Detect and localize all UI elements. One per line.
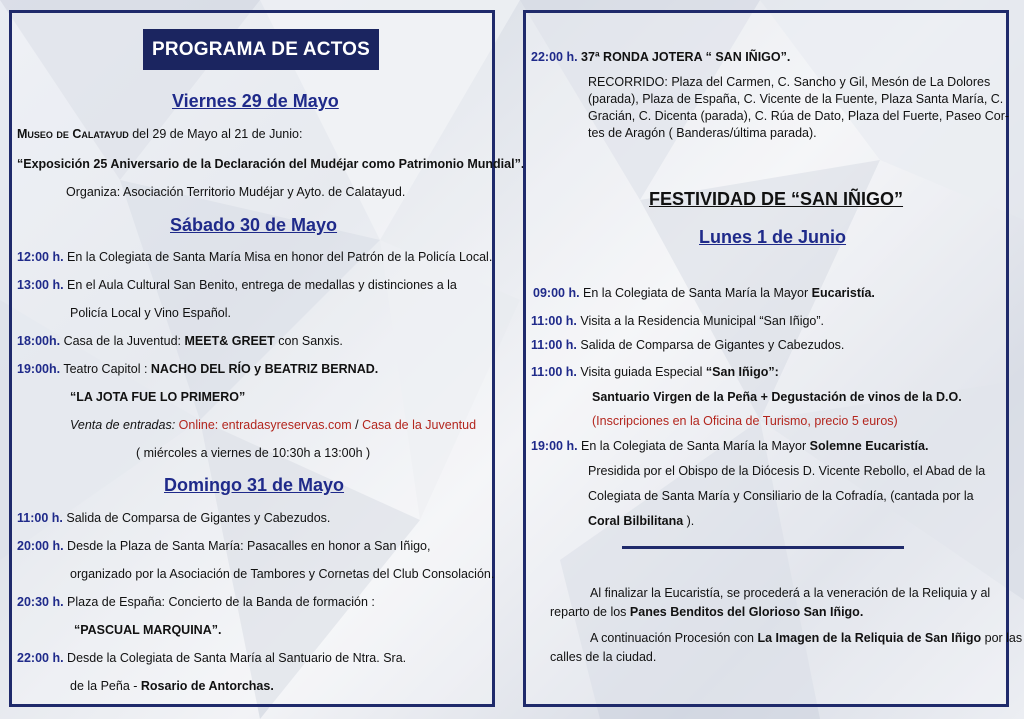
event-text: Visita guiada Especial [580, 365, 706, 379]
ticket-separator: / [351, 418, 363, 432]
event-text: En la Colegiata de Santa María la Mayor [581, 439, 810, 453]
event-row [17, 539, 430, 553]
event-text: Desde la Colegiata de Santa María al Santuario de Ntra. Sra. [67, 651, 407, 665]
ticket-online-link[interactable]: Online: entradasyreservas.com [178, 418, 352, 432]
event-row [531, 314, 824, 328]
event-time: 09:00 h. [533, 286, 580, 300]
exposicion-title: “Exposición 25 Aniversario de la Declaración del Mudéjar como Patrimonio Mundial”. [17, 157, 525, 171]
event-time: 13:00 h. [17, 278, 64, 292]
event-row [531, 50, 790, 64]
event-text: Salida de Comparsa de Gigantes y Cabezudos. [66, 511, 331, 525]
event-text-continued: organizado por la Asociación de Tambores y Cornetas del Club Consolación. [70, 567, 495, 581]
closing-line [550, 605, 863, 619]
santuario-text: Santuario Virgen de la Peña + Degustación de vinos de la D.O. [592, 390, 962, 404]
event-highlight: MEET& GREET [184, 334, 275, 348]
organiza-text: Organiza: Asociación Territorio Mudéjar y Ayto. de Calatayud. [66, 185, 406, 199]
day-heading-friday: Viernes 29 de Mayo [172, 91, 339, 111]
event-text: En la Colegiata de Santa María Misa en honor del Patrón de la Policía Local. [67, 250, 493, 264]
event-text: de la Peña - [70, 679, 141, 693]
event-text: ). [683, 514, 695, 528]
closing-text: reparto de los [550, 605, 630, 619]
event-row [17, 651, 406, 665]
closing-line [590, 631, 1022, 645]
event-text: En la Colegiata de Santa María la Mayor [583, 286, 812, 300]
event-text: Plaza de España: Concierto de la Banda de formación : [67, 595, 375, 609]
event-time: 11:00 h. [17, 511, 63, 525]
event-text: Visita a la Residencia Municipal “San Iñigo”. [580, 314, 825, 328]
event-text: Casa de la Juventud: [63, 334, 185, 348]
event-highlight: “San Iñigo”: [705, 365, 779, 379]
event-time: 12:00 h. [17, 250, 64, 264]
museo-dates: del 29 de Mayo al 21 de Junio: [128, 127, 303, 141]
day-heading-sunday: Domingo 31 de Mayo [164, 475, 345, 495]
event-row [17, 511, 330, 525]
event-row [17, 250, 492, 264]
route-text [588, 74, 1009, 142]
event-highlight: Rosario de Antorchas. [140, 679, 274, 693]
event-text: En el Aula Cultural San Benito, entrega de medallas y distinciones a la [67, 278, 457, 292]
event-time: 20:30 h. [17, 595, 64, 609]
closing-highlight: La Imagen de la Reliquia de San Iñigo [757, 631, 982, 645]
program-title: PROGRAMA DE ACTOS [143, 29, 379, 70]
event-text-continued: Presidida por el Obispo de la Diócesis D. Vicente Rebollo, el Abad de la [588, 464, 986, 478]
section-divider [622, 546, 904, 549]
ticket-casa-link[interactable]: Casa de la Juventud [362, 418, 477, 432]
event-row [531, 365, 779, 379]
route-line: Gracián, C. Dicenta (parada), C. Rúa de Dato, Plaza del Fuerte, Paseo Cor- [588, 109, 1010, 123]
choir-name: Coral Bilbilitana [588, 514, 684, 528]
route-line: tes de Aragón ( Banderas/última parada). [588, 126, 817, 140]
museo-name: Museo de Calatayud [17, 127, 129, 141]
closing-highlight: Panes Benditos del Glorioso San Iñigo. [629, 605, 864, 619]
event-highlight: Eucaristía. [811, 286, 875, 300]
festividad-heading: FESTIVIDAD DE “SAN IÑIGO” [649, 189, 904, 209]
event-time: 19:00h. [17, 362, 61, 376]
band-name: “PASCUAL MARQUINA”. [74, 623, 222, 637]
ticket-label: Venta de entradas: [70, 418, 179, 432]
event-row [531, 439, 928, 453]
event-row [531, 338, 844, 352]
closing-text: por las [981, 631, 1023, 645]
event-time: 19:00 h. [531, 439, 578, 453]
event-text: Teatro Capitol : [63, 362, 151, 376]
route-line: (parada), Plaza de España, C. Vicente de la Fuente, Plaza Santa María, C. [588, 92, 1004, 106]
event-highlight: NACHO DEL RÍO y BEATRIZ BERNAD. [150, 362, 379, 376]
event-text-continued [588, 514, 694, 528]
right-program-panel [523, 10, 1023, 707]
event-text: con Sanxis. [274, 334, 343, 348]
event-text: Desde la Plaza de Santa María: Pasacalles en honor a San Iñigo, [67, 539, 431, 553]
event-row [17, 362, 378, 376]
event-time: 11:00 h. [531, 365, 577, 379]
event-time: 18:00h. [17, 334, 61, 348]
museo-line [17, 127, 302, 141]
event-text-continued: Colegiata de Santa María y Consiliario de la Cofradía, (cantada por la [588, 489, 974, 503]
event-time: 20:00 h. [17, 539, 64, 553]
event-row [17, 278, 457, 292]
closing-line: Al finalizar la Eucaristía, se procederá a la veneración de la Reliquia y al [590, 586, 991, 600]
left-program-panel [9, 10, 525, 707]
ticket-sales-line [70, 418, 476, 432]
event-text-continued [70, 679, 274, 693]
event-time: 11:00 h. [531, 314, 577, 328]
day-heading-monday: Lunes 1 de Junio [699, 227, 847, 247]
event-row [17, 595, 375, 609]
event-time: 22:00 h. [17, 651, 64, 665]
event-highlight: 37ª RONDA JOTERA “ SAN IÑIGO”. [581, 50, 791, 64]
event-text-continued: Policía Local y Vino Español. [70, 306, 231, 320]
event-row [533, 286, 875, 300]
inscripciones-text: (Inscripciones en la Oficina de Turismo, precio 5 euros) [592, 414, 898, 428]
event-highlight: Solemne Eucaristía. [809, 439, 929, 453]
show-title: “LA JOTA FUE LO PRIMERO” [70, 390, 246, 404]
event-text: Salida de Comparsa de Gigantes y Cabezudos. [580, 338, 845, 352]
closing-text: A continuación Procesión con [590, 631, 758, 645]
event-time: 11:00 h. [531, 338, 577, 352]
closing-line: calles de la ciudad. [550, 650, 657, 664]
day-heading-saturday: Sábado 30 de Mayo [170, 215, 338, 235]
ticket-hours: ( miércoles a viernes de 10:30h a 13:00h ) [136, 446, 371, 460]
event-row [17, 334, 343, 348]
event-time: 22:00 h. [531, 50, 578, 64]
route-line: RECORRIDO: Plaza del Carmen, C. Sancho y Gil, Mesón de La Dolores [588, 75, 991, 89]
